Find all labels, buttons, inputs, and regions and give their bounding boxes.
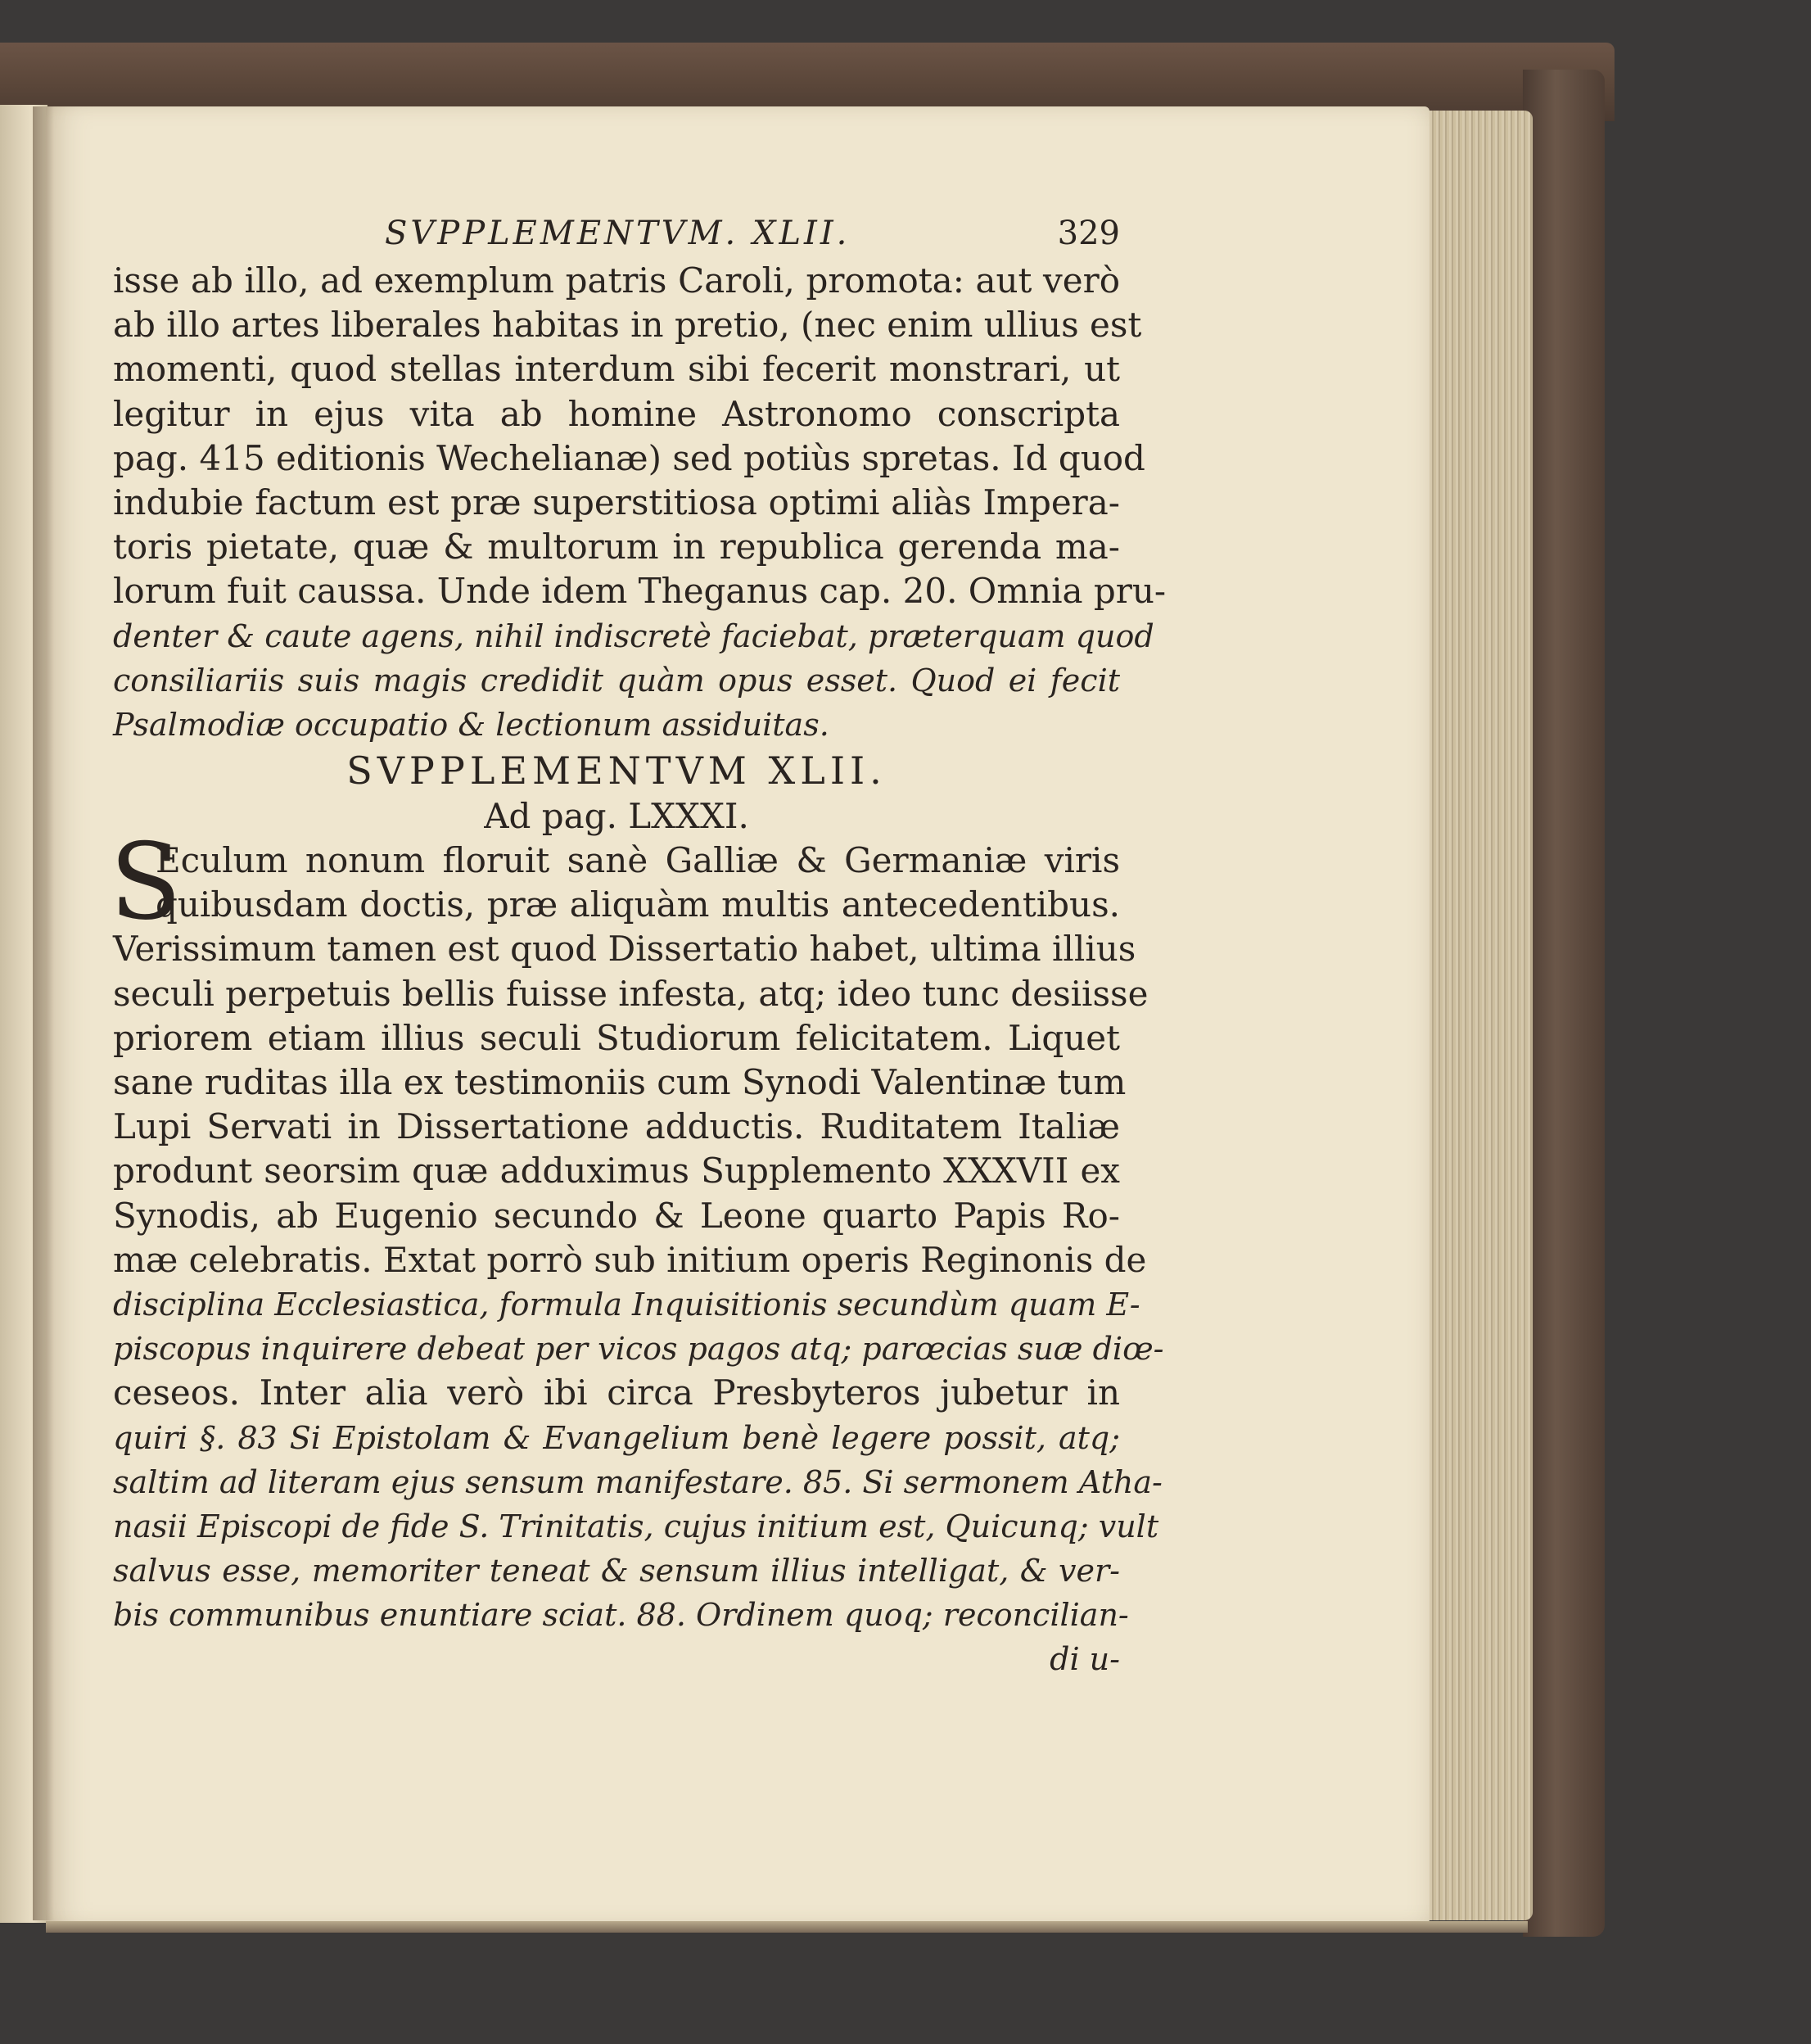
text-line: mæ celebratis. Extat porrò sub initium operis Reginonis de [113, 1239, 1147, 1280]
text-line: toris pietate, quæ & multorum in republica gerenda ma- [113, 527, 1120, 568]
catchword: di u- [1050, 1641, 1120, 1678]
text-line: seculi perpetuis bellis fuisse infesta, atq; ideo tunc desiisse [113, 973, 1149, 1014]
text-line: ceseos. Inter alia verò ibi circa Presbyteros jubetur in [113, 1372, 1120, 1413]
text-line: momenti, quod stellas interdum sibi fecerit monstrari, ut [113, 349, 1120, 390]
drop-cap: S [110, 821, 182, 944]
text-line: disciplina Ecclesiastica, formula Inquisitionis secundùm quam E- [113, 1286, 1140, 1323]
page-text [110, 215, 1167, 1681]
text-line: salvus esse, memoriter teneat & sensum illius intelligat, & ver- [113, 1553, 1120, 1590]
page-gutter [33, 106, 54, 1920]
book-bottom-edge [46, 1921, 1528, 1933]
text-line: indubie factum est præ superstitiosa optimi aliàs Impera- [113, 482, 1120, 522]
text-line: ab illo artes liberales habitas in pretio, (nec enim ullius est [113, 305, 1142, 346]
section-subheading: Ad pag. LXXXI. [484, 796, 749, 837]
running-head-title: SVPPLEMENTVM. XLII. [385, 215, 851, 252]
text-line: produnt seorsim quæ adduximus Supplemento XXXVII ex [113, 1151, 1120, 1192]
book-cover-board [1523, 70, 1605, 1937]
text-line: Verissimum tamen est quod Dissertatio habet, ultima illius [113, 929, 1136, 970]
text-line: legitur in ejus vita ab homine Astronomo conscripta [113, 393, 1120, 434]
text-line: Eculum nonum floruit sanè Galliæ & Germaniæ viris [156, 840, 1120, 881]
text-line: sane ruditas illa ex testimoniis cum Synodi Valentinæ tum [113, 1062, 1127, 1102]
text-line: denter & caute agens, nihil indiscretè faciebat, præterquam quod [113, 617, 1154, 654]
text-line: lorum fuit caussa. Unde idem Theganus cap. 20. Omnia pru- [113, 571, 1167, 612]
text-line: saltim ad literam ejus sensum manifestare. 85. Si sermonem Atha- [113, 1463, 1163, 1500]
running-head [113, 215, 1120, 259]
text-line: bis communibus enuntiare sciat. 88. Ordinem quoq; reconcilian- [113, 1597, 1129, 1634]
text-line: priorem etiam illius seculi Studiorum felicitatem. Liquet [113, 1017, 1120, 1058]
text-line: pag. 415 editionis Wechelianæ) sed potiùs spretas. Id quod [113, 437, 1145, 478]
text-line: quiri §. 83 Si Epistolam & Evangelium benè legere possit, atq; [113, 1419, 1120, 1456]
text-line: Psalmodiæ occupatio & lectionum assiduitas. [113, 706, 829, 743]
paragraph-1 [113, 259, 1167, 747]
text-line: consiliariis suis magis credidit quàm opus esset. Quod ei fecit [113, 662, 1120, 699]
text-line: quibusdam doctis, præ aliquàm multis antecedentibus. [156, 884, 1120, 925]
text-line: Synodis, ab Eugenio secundo & Leone quarto Papis Ro- [113, 1195, 1120, 1236]
section-heading: SVPPLEMENTVM XLII. [346, 748, 887, 794]
text-line: nasii Episcopi de fide S. Trinitatis, cujus initium est, Quicunq; vult [113, 1508, 1159, 1544]
text-line: piscopus inquirere debeat per vicos pagos atq; parœcias suæ diœ- [113, 1331, 1164, 1368]
text-line: isse ab illo, ad exemplum patris Caroli, promota: aut verò [113, 260, 1120, 301]
page-number: 329 [1057, 215, 1120, 252]
paragraph-2 [110, 821, 1164, 1637]
text-line: Lupi Servati in Dissertatione adductis. Ruditatem Italiæ [113, 1106, 1120, 1147]
